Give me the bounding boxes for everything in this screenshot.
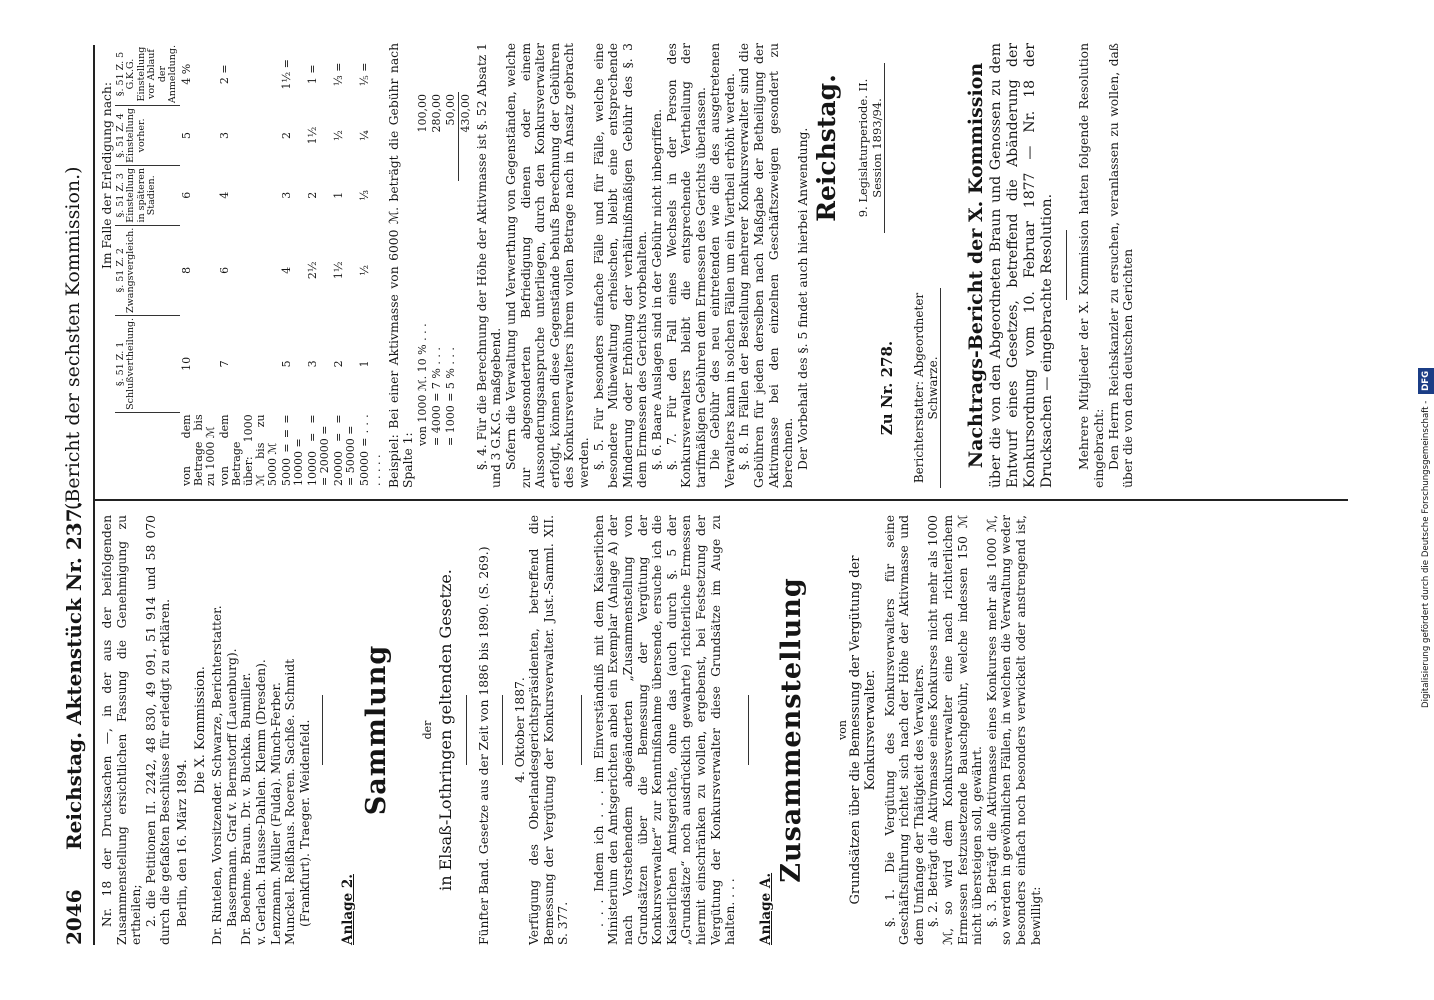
table-row <box>332 43 358 488</box>
separator <box>581 695 582 765</box>
calc-value: 280,00 <box>429 94 443 133</box>
table-cell: 10 <box>179 356 193 371</box>
member-line: Dr. Rintelen, Vorsitzender. Schwarze, Berichterstatter. <box>210 605 225 945</box>
table-cell: 3 <box>305 360 319 368</box>
verfuegung-paragraph: Verfügung des Oberlandesgerichtspräsidenten, betreffend die Bemessung der Vergütung der Konkursverwalter. Just.-Samml. XII. S. 377. <box>527 515 571 945</box>
legislaturperiode: 9. Legislaturperiode. II. Session 1893/94. <box>856 63 885 233</box>
calc-text: = 1000 = 5 % . . . <box>443 347 457 446</box>
nachtrag-title: Nachtrags-Bericht der X. Kommission <box>965 62 988 469</box>
table-cell: 8 <box>179 266 193 274</box>
row-label: 5000 = = = 10000 = <box>279 414 305 486</box>
member-list <box>210 515 312 945</box>
anlage-2-label: Anlage 2. <box>340 874 357 945</box>
table-row <box>306 43 332 488</box>
calc-text: = 4000 = 7 % . . . <box>429 347 443 446</box>
gesetze-title: in Elsaß-Lothringen geltenden Gesetze. <box>435 569 455 891</box>
table-header-row <box>115 43 180 488</box>
header-rule <box>93 45 95 945</box>
dfg-logo: DFG <box>1418 368 1434 394</box>
calc-row <box>444 92 459 448</box>
table-row <box>280 43 306 488</box>
table-cell: 4 <box>217 191 231 199</box>
table-cell: 2 = <box>217 64 231 85</box>
table-cell: 6 <box>179 191 193 199</box>
separator <box>502 695 503 765</box>
row-label: 20000 = = = 50000 = <box>331 414 357 486</box>
paragraph-s8b: Der Vorbehalt des §. 5 findet auch hierbei Anwendung. <box>795 127 810 470</box>
member-line: v. Gerlach. Hausse-Dahlen. Klemm (Dresden). <box>253 659 268 945</box>
table-cell: 6 <box>217 266 231 274</box>
table-cell: 3 <box>279 191 293 199</box>
paragraph-s5: §. 5. Für besonders einfache Fälle und für Fälle, welche eine besondere Mühewaltung erheischen, bleibt eine entsprechende Minderung oder Erhöhung der verhältnißmäßigen Gebühr des §. 3 dem Ermessen des Gerichts vorbehalten. <box>591 43 650 488</box>
paragraph-s7: §. 7. Für den Fall eines Wechsels in der Person des Konkursverwalters bleibt die entsprechende Vertheilung der tarifmäßigen Gebühren dem Ermessen des Gerichts überlassen. <box>664 43 708 488</box>
calc-value: 50,00 <box>444 92 459 181</box>
calc-row <box>416 92 430 448</box>
member-line: (Frankfurt). Traeger. Weidenfeld. <box>297 719 312 927</box>
table-header: §. 51 Z. 1 Schlußvertheilung. <box>115 315 180 412</box>
page-number: 2046 <box>62 889 86 945</box>
den-herrn-paragraph: Den Herrn Reichskanzler zu ersuchen, veranlassen zu wollen, daß über die von den deutschen Gerichten <box>1106 43 1136 488</box>
paragraph-s7b: Die Gebühr des neu eintretenden wie die des ausgetretenen Verwalters kann in solchen Fällen um ein Viertheil erhöht werden. <box>708 43 737 488</box>
paragraph: 2. die Petitionen II. 2242, 48 830, 49 091, 51 914 und 58 070 durch die gefaßten Beschlüsse für erledigt zu erklären. <box>143 515 173 945</box>
table-cell: ¼ <box>357 130 371 141</box>
dfg-stamp <box>1418 8 1434 708</box>
table-cell: 7 <box>217 360 231 368</box>
calc-total-row <box>458 92 473 448</box>
member-line: Lenzmann. Müller (Fulda). Münch-Ferber. <box>268 682 283 945</box>
table-cell: 4 % <box>179 63 193 85</box>
paragraph-s8: §. 8. In Fällen der Bestellung mehrerer Konkursverwalter sind die Gebühren für jeden derselben nach Maßgabe der Betheiligung der Aktivmasse bei den einzelnen Geschäftszweigen gesondert zu berechnen. <box>737 43 796 488</box>
table-row <box>180 43 218 488</box>
zu-nr-278: Zu Nr. 278. <box>878 340 897 436</box>
member-line: Bassermann. Graf v. Bernstorff (Lauenburg). <box>224 648 239 927</box>
anlage-a-label: Anlage A. <box>757 872 774 945</box>
paragraph-s6: §. 6. Baare Auslagen sind in der Gebühr nicht inbegriffen. <box>649 109 664 470</box>
table-row <box>358 43 384 488</box>
der-label: der <box>420 720 434 740</box>
grundsaetze-title: Grundsätzen über die Bemessung der Vergütung der Konkursverwalter. <box>848 555 878 905</box>
table-row <box>218 43 280 488</box>
paragraph-s1: §. 1. Die Vergütung des Konkursverwalters für seine Geschäftsführung richtet sich nach der Höhe der Aktivmasse und dem Umfange der Thätigkeit des Verwalters. <box>882 515 926 945</box>
member-line: Munckel. Reißhaus. Roeren. Sachße. Schmidt <box>283 658 298 945</box>
paragraph-s4b: Sofern die Verwaltung und Verwerthung von Gegenständen, welche zur abgesonderten Befriedigung dienen oder einem Aussonderungsanspruche unterliegen, durch den Konkursverwalter erfolgt, können diese Gegenstände behufs Berechnung der Gebühren des Konkursverwalters ihrem vollen Betrage nach in Ansatz gebracht werden. <box>503 43 591 488</box>
paragraph-s3: §. 3. Beträgt die Aktivmasse eines Konkurses mehr als 1000 ℳ, so werden in gewöhnlichen Fällen, in welchen die Verwaltung weder besonders einfach noch besonders verwickelt oder anstrengend ist, bewilligt: <box>984 515 1043 945</box>
table-cell: 2 <box>305 191 319 199</box>
table-cell: ⅕ = <box>357 62 371 86</box>
column-divider <box>93 499 1348 501</box>
member-line: Dr. Boehme. Braun. Dr. v. Buchka. Bumiller. <box>239 672 254 945</box>
row-label: 10000 = = = 20000 = <box>305 414 331 486</box>
table-cell: ⅓ = <box>331 62 345 86</box>
dfg-stamp-text: Digitalisierung gefördert durch die Deutsche Forschungsgemeinschaft - <box>1421 400 1431 708</box>
calc-total: 430,00 <box>458 94 472 133</box>
kommission-title: Die X. Kommission. <box>192 666 208 794</box>
table-cell: 5 <box>179 131 193 139</box>
table-cell: 1 = <box>305 64 319 85</box>
band-line: Fünfter Band. Gesetze aus der Zeit von 1886 bis 1890. (S. 269.) <box>476 546 491 945</box>
table-cell: 1½ <box>331 261 345 280</box>
berichterstatter: Berichterstatter: Abgeordneter Schwarze. <box>912 288 941 488</box>
table-header: §. 51 Z. 3 Einstellung in späteren Stadien. <box>115 165 180 225</box>
von-label: von <box>836 720 850 740</box>
paragraph-s2: §. 2. Beträgt die Aktivmasse eines Konkurses nicht mehr als 1000 ℳ, so wird dem Konkursverwalter eine nach richterlichem Ermessen festzusetzende Bauschgebühr, welche indessen 150 ℳ nicht übersteigen soll, gewährt. <box>926 515 985 945</box>
table-cell: 5 <box>279 360 293 368</box>
erledigung-intro: Im Falle der Erledigung nach: <box>100 82 114 270</box>
date-line: Berlin, den 16. März 1894. <box>174 759 189 927</box>
table-cell: 1 <box>331 191 345 199</box>
header-aktenstueck: Aktenstück Nr. 237. <box>62 501 86 725</box>
paragraph: Nr. 18 der Drucksachen —, in der aus der beifolgenden Zusammenstellung ersichtlichen Fassung die Genehmigung zu ertheilen; <box>100 515 144 945</box>
calc-table <box>416 92 473 448</box>
calc-value: 100,00 <box>415 94 429 133</box>
table-header: §. 51 Z. 5 G.K.G. Einstellung vor Ablauf der Anmeldung. <box>115 43 180 106</box>
table-cell: 1½ <box>305 126 319 145</box>
indem-paragraph: . . . Indem ich . . . im Einverständniß mit dem Kaiserlichen Ministerium den Amtsgerichten anbei ein Exemplar (Anlage A) der nach Vorstehendem abgeänderten „Zusammenstellung von Grundsätzen über die Bemessung der Vergütung der Konkursverwalter“ zur Kenntnißnahme übersende, ersuche ich die Kaiserlichen Amtsgerichte, ohne das (auch durch §. 5 der „Grundsätze“ noch ausdrücklich gewahrte) richterliche Ermessen hiermit einschränken zu wollen, ergebenst, bei Festsetzung der Vergütung der Konkursverwalter diese Grundsätze im Auge zu halten. . . . <box>591 515 738 945</box>
fee-table <box>115 43 384 488</box>
table-cell: 2 <box>331 360 345 368</box>
row-label: von dem Betrage über: 1000 ℳ bis zu 5000 ℳ <box>217 414 279 486</box>
reichstag-title: Reichstag. <box>812 74 842 222</box>
page-header <box>58 40 94 945</box>
table-cell: 1 <box>357 360 371 368</box>
right-column <box>100 43 1136 488</box>
calc-row <box>430 92 444 448</box>
table-cell: 1½ = <box>279 59 293 90</box>
calc-text: von 1000 ℳ. 10 % . . . <box>415 323 429 446</box>
zusammenstellung-title: Zusammenstellung <box>776 577 808 883</box>
nachtrag-body: über die von den Abgeordneten Braun und Genossen zu dem Entwurf eines Gesetzes, betreffend die Abänderung der Konkursordnung vom 10. Februar 1877 — Nr. 18 der Drucksachen — eingebrachte Resolution. <box>988 43 1056 488</box>
separator <box>1066 231 1067 301</box>
separator <box>466 695 467 765</box>
sammlung-title: Sammlung <box>360 644 392 816</box>
mehrere-paragraph: Mehrere Mitglieder der X. Kommission hatten folgende Resolution eingebracht: <box>1077 43 1107 488</box>
table-cell: 4 <box>279 266 293 274</box>
row-label: 50000 = . . . . . . . . <box>357 414 383 486</box>
row-label: von dem Betrage bis zu 1000 ℳ <box>179 414 217 486</box>
date-1887: 4. Oktober 1887. <box>512 677 527 783</box>
table-cell: ⅓ <box>357 189 371 201</box>
left-column <box>100 515 1043 945</box>
table-cell: ½ <box>357 264 371 276</box>
separator <box>748 695 749 765</box>
separator <box>322 695 323 765</box>
nr-278-block <box>812 43 960 488</box>
paragraph-s4: §. 4. Für die Berechnung der Höhe der Aktivmasse ist §. 52 Absatz 1 und 3 G.K.G. maßgebend. <box>474 43 504 488</box>
beispiel-line: Beispiel: Bei einer Aktivmasse von 6000 ℳ. beträgt die Gebühr nach Spalte 1: <box>386 43 416 488</box>
header-reichstag: Reichstag. <box>62 731 86 850</box>
table-header: §. 51 Z. 4 Einstellung vorher. <box>115 106 180 166</box>
header-bericht: (Bericht der sechsten Kommission.) <box>62 166 84 510</box>
table-cell: 2½ <box>305 261 319 280</box>
table-cell: ½ <box>331 130 345 141</box>
table-cell: 3 <box>217 131 231 139</box>
table-cell: 2 <box>279 131 293 139</box>
table-header: §. 51 Z. 2 Zwangsvergleich. <box>115 225 180 315</box>
